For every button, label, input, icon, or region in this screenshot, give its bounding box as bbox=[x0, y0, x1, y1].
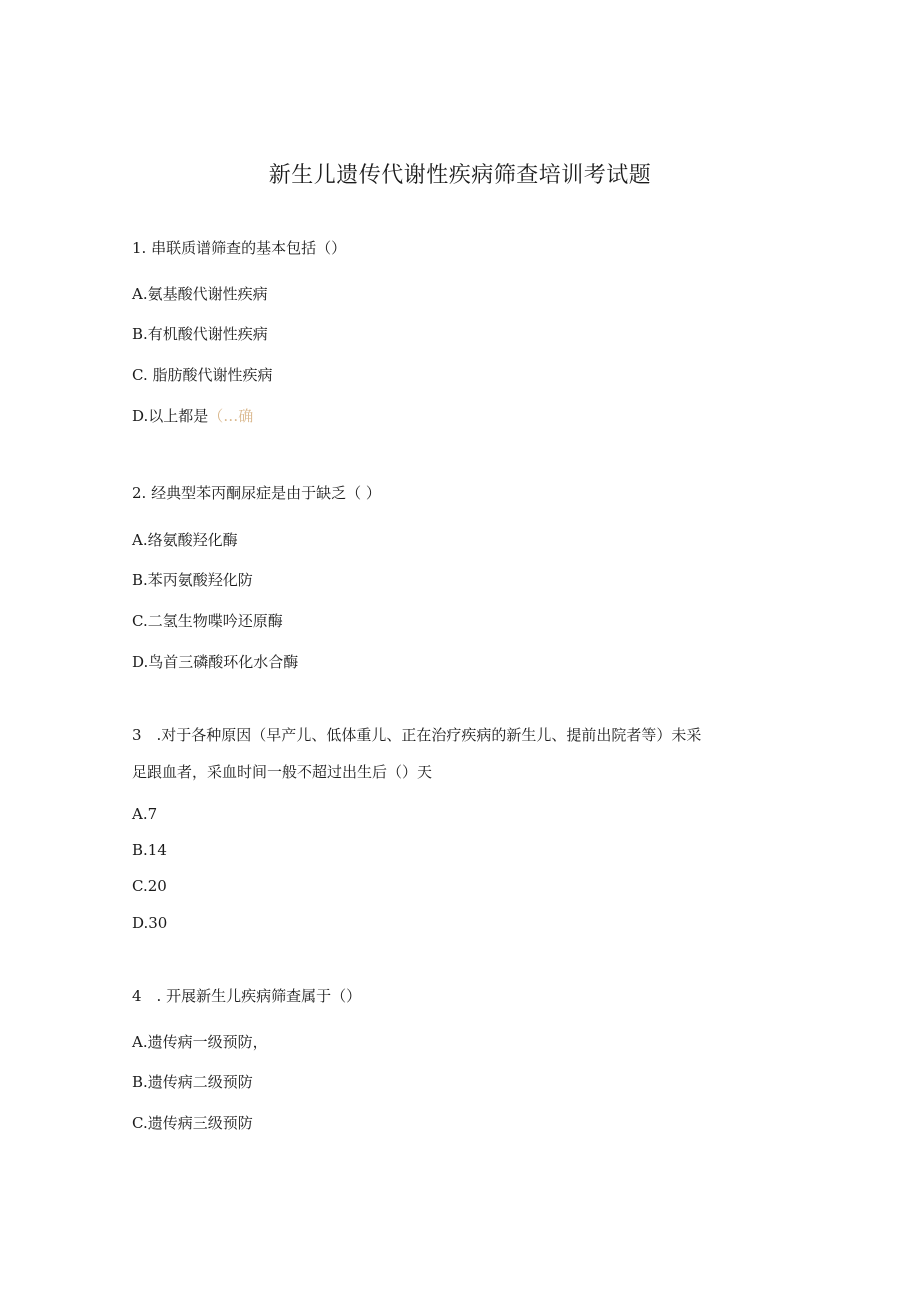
question-1-option-c: C. 脂肪酸代谢性疾病 bbox=[132, 366, 273, 384]
question-2-option-d: D.鸟首三磷酸环化水合酶 bbox=[132, 653, 299, 671]
question-3-option-c: C.20 bbox=[132, 877, 167, 895]
question-3-stem-line-1: 3 .对于各种原因（早产儿、低体重儿、正在治疗疾病的新生儿、提前出院者等）未采 bbox=[132, 726, 702, 744]
question-2-option-c: C.二氢生物喋吟还原酶 bbox=[132, 612, 283, 630]
question-4-stem: 4 . 开展新生儿疾病筛查属于（） bbox=[132, 987, 362, 1005]
question-3-stem-line-2: 足跟血者，采血时间一般不超过出生后（）天 bbox=[132, 763, 433, 781]
question-3-option-a: A.7 bbox=[132, 805, 158, 823]
question-1-option-d-line bbox=[132, 404, 253, 428]
question-1-option-a: A.氨基酸代谢性疾病 bbox=[132, 285, 268, 303]
question-4-option-c: C.遗传病三级预防 bbox=[132, 1114, 253, 1132]
page-title: 新生儿遗传代谢性疾病筛查培训考试题 bbox=[268, 163, 652, 188]
question-3-option-d: D.30 bbox=[132, 914, 168, 932]
question-4-option-a: A.遗传病一级预防， bbox=[132, 1033, 268, 1051]
faint-annotation: （…确 bbox=[208, 407, 254, 425]
question-2-option-b: B.苯丙氨酸羟化防 bbox=[132, 571, 253, 589]
question-1-option-d: D.以上都是 bbox=[132, 407, 209, 425]
question-3-option-b: B.14 bbox=[132, 841, 167, 859]
question-1-option-b: B.有机酸代谢性疾病 bbox=[132, 325, 268, 343]
question-2-option-a: A.络氨酸羟化酶 bbox=[132, 531, 238, 549]
question-4-option-b: B.遗传病二级预防 bbox=[132, 1073, 253, 1091]
question-2-stem: 2. 经典型苯丙酮尿症是由于缺乏（ ） bbox=[132, 484, 381, 502]
question-1-stem: 1. 串联质谱筛查的基本包括（） bbox=[132, 239, 347, 257]
